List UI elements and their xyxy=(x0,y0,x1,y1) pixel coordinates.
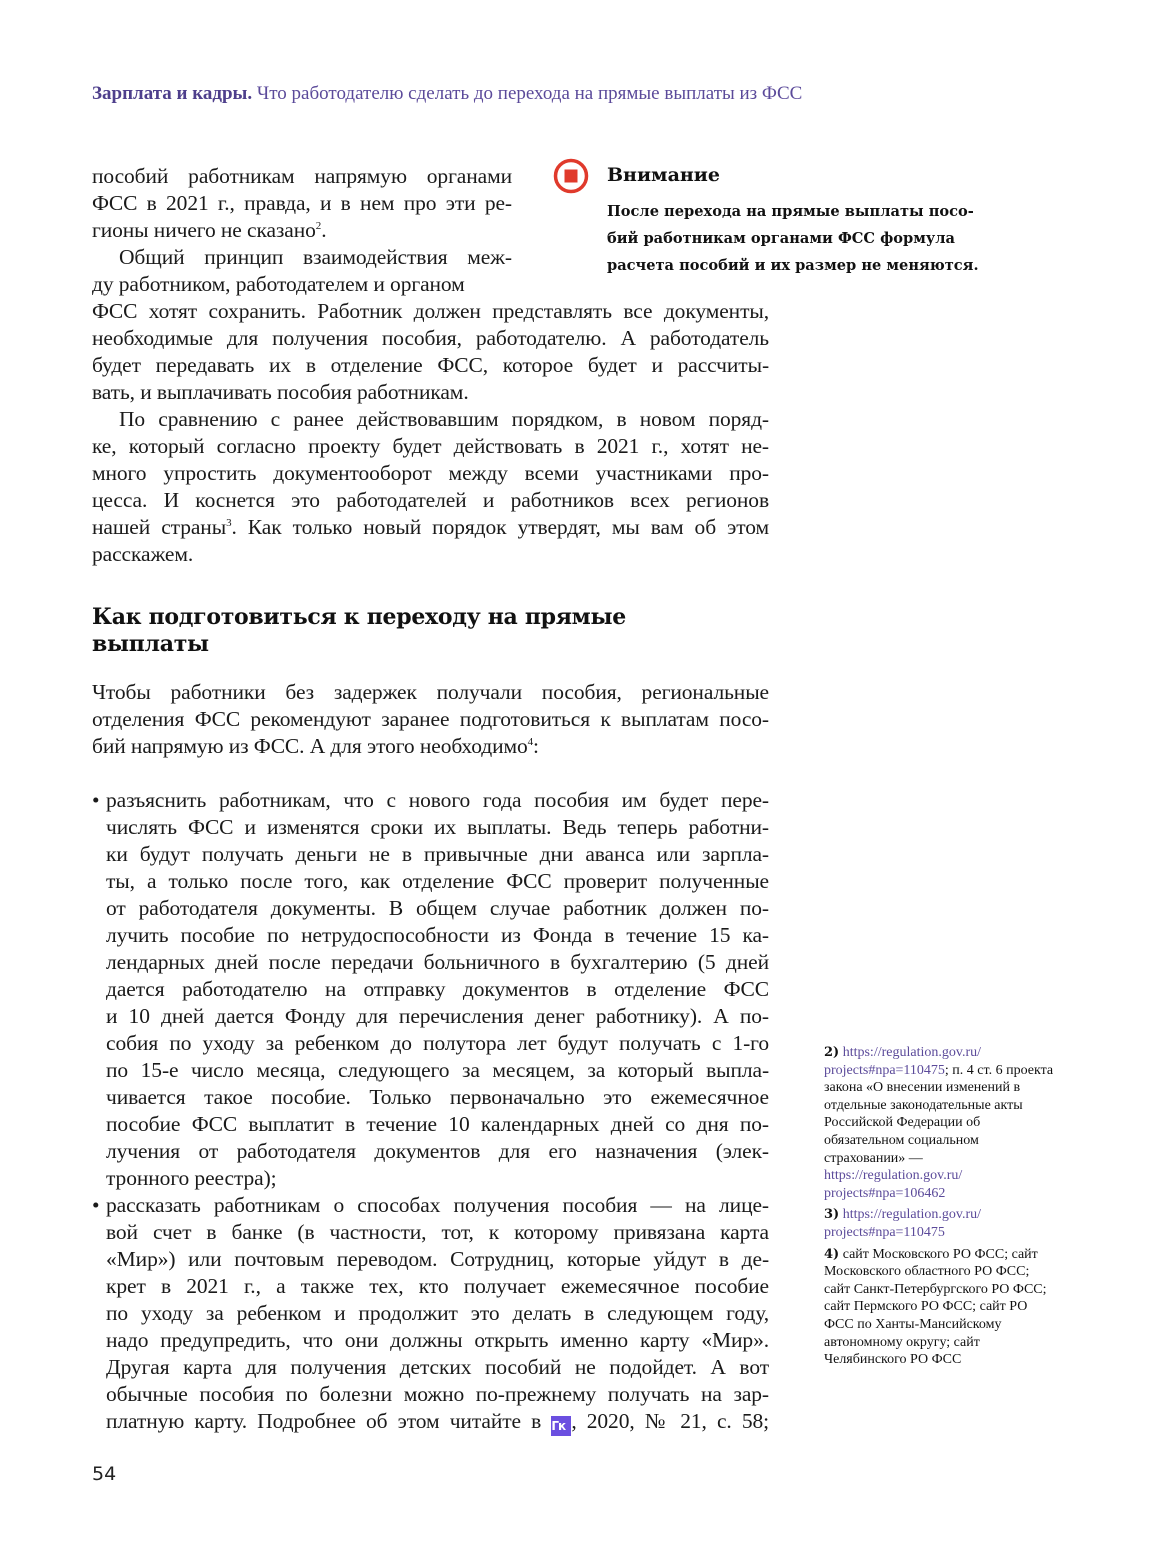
text-line: пособий работникам напрямую органами xyxy=(92,164,512,188)
footnote-link[interactable]: https://regulation.gov.ru/ projects#npa=110475 xyxy=(824,1045,982,1078)
text-line: расскажем. xyxy=(92,542,194,566)
recommendations-list xyxy=(92,787,769,1436)
paragraph-principle xyxy=(92,298,769,568)
text-line: ФСС хотят сохранить. Работник должен представлять все документы, xyxy=(92,299,769,323)
footnote-number: 4) xyxy=(824,1246,840,1262)
heading-line: выплаты xyxy=(92,631,209,657)
text-line: Общий принцип взаимодействия меж- xyxy=(119,245,512,269)
glavkniga-magazine-icon[interactable]: Гк xyxy=(551,1416,571,1436)
text-line: пособие ФСС выплатит в течение 10 календарных дней со дня по- xyxy=(106,1112,769,1136)
text-line xyxy=(106,1408,769,1436)
text-line: надо предупредить, что они должны открыть именно карту «Мир». xyxy=(106,1328,769,1352)
callout-body xyxy=(607,198,979,279)
text-line: разъяснить работникам, что с нового года пособия им будет пере- xyxy=(106,788,769,812)
footnote-link[interactable]: https://regulation.gov.ru/ projects#npa=110475 xyxy=(824,1207,982,1240)
text-line: числять ФСС и изменятся сроки их выплаты. Ведь теперь работни- xyxy=(106,815,769,839)
text-line: тронного реестра); xyxy=(106,1166,277,1190)
text-line: по 15-е число месяца, следующего за месяцем, за который выпла- xyxy=(106,1058,769,1082)
text-span: , 2020, № 21, с. 58; xyxy=(571,1409,769,1433)
list-item xyxy=(92,1192,769,1436)
text-line: рассказать работникам о способах получения пособия — на лице- xyxy=(106,1193,769,1217)
text-line: «Мир») или почтовым переводом. Сотрудниц, которые уйдут в де- xyxy=(106,1247,769,1271)
text-line: лендарных дней после передачи больничного в бухгалтерию (5 дней xyxy=(106,950,769,974)
text-span: нашей страны xyxy=(92,515,227,539)
callout-line: После перехода на прямые выплаты посо- xyxy=(607,203,974,220)
running-head xyxy=(92,83,802,105)
text-span: бий напрямую из ФСС. А для этого необходимо xyxy=(92,734,528,758)
paragraph-intro xyxy=(92,163,512,298)
running-head-section: Зарплата и кадры. xyxy=(92,83,253,104)
text-line xyxy=(92,733,769,760)
footnote-number: 3) xyxy=(824,1207,840,1223)
text-span: . xyxy=(321,218,327,242)
text-line: собия по уходу за ребенком до полутора лет будут получать с 1-го xyxy=(106,1031,769,1055)
text-span: гионы ничего не сказано xyxy=(92,218,316,242)
bullet-icon: • xyxy=(92,1193,100,1217)
text-line: обычные пособия по болезни можно по-прежнему получать на зар- xyxy=(106,1382,769,1406)
text-line: вать, и выплачивать пособия работникам. xyxy=(92,380,469,404)
page-number: 54 xyxy=(92,1463,117,1485)
text-line: чивается такое пособие. Только первоначально это ежемесячное xyxy=(106,1085,769,1109)
list-item xyxy=(92,787,769,1192)
footnote-text: сайт Московского РО ФСС; сайт Московского областного РО ФСС; сайт Санкт-Петербургского РО ФСС; сайт Пермского РО ФСС; сайт РО ФСС по Ханты-Мансийскому автономному округу; сайт Челябинского РО ФСС xyxy=(824,1246,1047,1368)
text-span: : xyxy=(533,734,539,758)
text-line: от работодателя документы. В общем случае работник должен по- xyxy=(106,896,769,920)
footnote-text: ; п. 4 ст. 6 проекта закона «О внесении изменений в отдельные законодательные акты Российской Федерации об обязательном социальном страховании» — xyxy=(824,1062,1054,1166)
text-line: ке, который согласно проекту будет действовать в 2021 г., хотят не- xyxy=(92,434,769,458)
footnote-ref-3[interactable]: 3 xyxy=(226,517,232,529)
callout-line: бий работникам органами ФСС формула xyxy=(607,230,955,247)
text-line: крет в 2021 г., а также тех, кто получает ежемесячное пособие xyxy=(106,1274,769,1298)
section-heading xyxy=(92,604,626,658)
bullet-icon: • xyxy=(92,788,100,812)
callout-line: расчета пособий и их размер не меняются. xyxy=(607,257,979,274)
text-line: ду работником, работодателем и органом xyxy=(92,272,465,296)
footnote-ref-2[interactable]: 2 xyxy=(315,220,322,232)
text-line: будет передавать их в отделение ФСС, которое будет и рассчиты- xyxy=(92,353,769,377)
footnote-ref-4[interactable]: 4 xyxy=(527,736,534,748)
running-head-title: Что работодателю сделать до перехода на прямые выплаты из ФСС xyxy=(256,83,803,104)
stop-circle-icon xyxy=(553,158,589,194)
text-line: лучения от работодателя документов для его назначения (элек- xyxy=(106,1139,769,1163)
text-line: и 10 дней дается Фонду для перечисления денег работнику). А по- xyxy=(106,1004,769,1028)
text-line: ФСС в 2021 г., правда, и в нем про эти ре- xyxy=(92,191,512,215)
footnotes xyxy=(824,1044,1054,1373)
text-line: По сравнению с ранее действовавшим порядком, в новом поряд- xyxy=(119,407,769,431)
text-line: лучить пособие по нетрудоспособности из Фонда в течение 15 ка- xyxy=(106,923,769,947)
text-line: по уходу за ребенком и продолжит это делать в следующем году, xyxy=(106,1301,769,1325)
text-line: Другая карта для получения детских пособий не подойдет. А вот xyxy=(106,1355,769,1379)
text-line: ки будут получать деньги не в привычные дни аванса или зарпла- xyxy=(106,842,769,866)
text-line: вой счет в банке (в частности, тот, к которому привязана карта xyxy=(106,1220,769,1244)
footnote-2 xyxy=(824,1044,1054,1202)
text-line: Чтобы работники без задержек получали пособия, региональные xyxy=(92,680,769,704)
text-line: много упростить документооборот между всеми участниками про- xyxy=(92,461,769,485)
paragraph-lead xyxy=(92,679,769,760)
text-span: платную карту. Подробнее об этом читайте в xyxy=(106,1409,552,1433)
text-line: необходимые для получения пособия, работодателю. А работодатель xyxy=(92,326,769,350)
footnote-number: 2) xyxy=(824,1045,840,1060)
text-line: ты, а только после того, как отделение ФСС проверит полученные xyxy=(106,869,769,893)
heading-line: Как подготовиться к переходу на прямые xyxy=(92,604,626,630)
text-line: отделения ФСС рекомендуют заранее подготовиться к выплатам посо- xyxy=(92,707,769,731)
footnote-link[interactable]: https://regulation.gov.ru/ projects#npa=106462 xyxy=(824,1168,963,1201)
footnote-4 xyxy=(824,1246,1054,1369)
text-span: . Как только новый порядок утвердят, мы вам об этом xyxy=(231,515,769,539)
footnote-3 xyxy=(824,1206,1054,1241)
text-line: дается работодателю на отправку документов в отделение ФСС xyxy=(106,977,769,1001)
text-line xyxy=(92,217,512,244)
text-line xyxy=(92,514,769,541)
callout-title: Внимание xyxy=(607,164,720,186)
text-line: цесса. И коснется это работодателей и работников всех регионов xyxy=(92,488,769,512)
